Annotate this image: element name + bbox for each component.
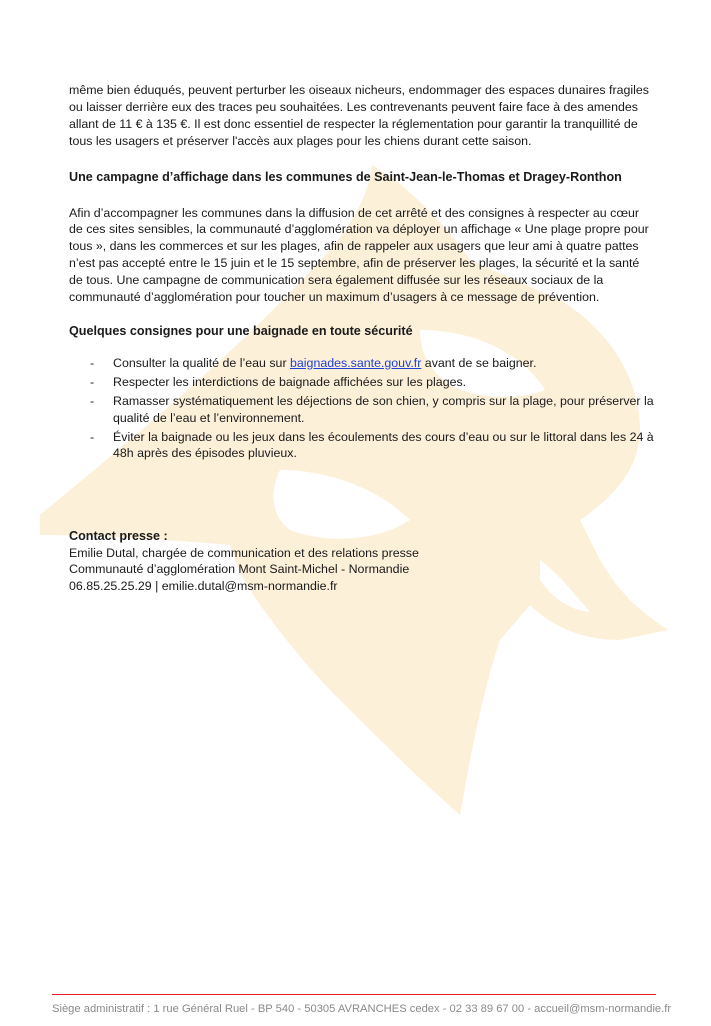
list-item-text: Consulter la qualité de l’eau sur [113, 355, 291, 370]
intro-paragraph: même bien éduqués, peuvent perturber les oiseaux nicheurs, endommager des espaces dunaires fragiles ou laisser derrière eux des traces peu souhaitées. Les contrevenants peuvent faire face à des amendes allant de 11 € à 135 €. Il est donc essentiel de respecter la réglementation pour garantir la tranquillité de tous les usagers et préserver l'accès aux plages pour les chiens durant cette saison. [69, 83, 649, 148]
contact-title: Contact presse : [69, 529, 168, 543]
press-contact [69, 528, 655, 594]
list-item-text: avant de se baigner. [421, 355, 537, 370]
footer-rule [52, 994, 656, 995]
list-item [69, 429, 655, 463]
footer-address: Siège administratif : 1 rue Général Ruel - BP 540 - 50305 AVRANCHES cedex - 02 33 89 67 00 - accueil@msm-normandie.fr [52, 1003, 672, 1015]
contact-name: Emilie Dutal, chargée de communication et des relations presse [69, 545, 419, 560]
bullet-dash: - [90, 355, 95, 370]
bullet-dash: - [90, 429, 95, 444]
affichage-paragraph: Afin d’accompagner les communes dans la diffusion de cet arrêté et des consignes à respecter au cœur de ces sites sensibles, la communauté d’agglomération va déployer un affichage « Une plage propre pour tous », dans les commerces et sur les plages, afin de rappeler aux usagers que leur ami à quatre pattes n’est pas accepté entre le 15 juin et le 15 septembre, afin de préserver les plages, la sécurité et la santé de tous. Une campagne de communication sera également diffusée sur les réseaux sociaux de la communauté d’agglomération pour toucher un maximum d’usagers à ce message de prévention. [69, 205, 649, 305]
list-item-text: Ramasser systématiquement les déjections de son chien, y compris sur la plage, pour préserver la qualité de l’eau et l’environnement. [113, 393, 654, 425]
consignes-list [69, 355, 655, 462]
bullet-dash: - [90, 393, 95, 408]
list-item-text: Respecter les interdictions de baignade affichées sur les plages. [113, 374, 467, 389]
contact-phone-email: 06.85.25.25.29 | emilie.dutal@msm-normandie.fr [69, 578, 338, 593]
document-body [69, 82, 655, 464]
list-item [69, 393, 655, 427]
baignades-link[interactable]: baignades.sante.gouv.fr [290, 355, 422, 370]
list-item [69, 374, 655, 391]
bullet-dash: - [90, 374, 95, 389]
section-heading-affichage: Une campagne d’affichage dans les communes de Saint-Jean-le-Thomas et Dragey-Ronthon [69, 169, 622, 184]
list-item [69, 355, 655, 372]
section-heading-consignes: Quelques consignes pour une baignade en toute sécurité [69, 323, 413, 338]
contact-organization: Communauté d’agglomération Mont Saint-Michel - Normandie [69, 562, 410, 577]
list-item-text: Éviter la baignade ou les jeux dans les écoulements des cours d’eau ou sur le littoral dans les 24 à 48h après des épisodes pluvieux. [113, 429, 654, 461]
